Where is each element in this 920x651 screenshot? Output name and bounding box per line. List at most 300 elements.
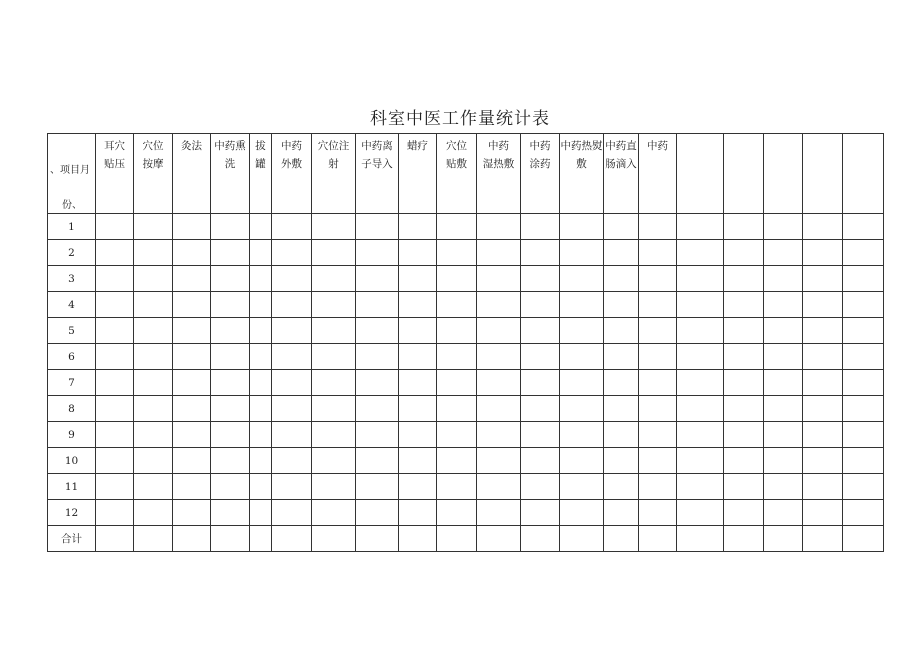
table-cell[interactable]	[724, 266, 764, 292]
table-cell[interactable]	[677, 214, 724, 240]
table-cell[interactable]	[639, 396, 677, 422]
table-cell[interactable]	[604, 422, 639, 448]
table-cell[interactable]	[724, 500, 764, 526]
table-cell[interactable]	[764, 240, 803, 266]
table-cell[interactable]	[521, 396, 560, 422]
table-row	[48, 344, 884, 370]
table-cell[interactable]	[803, 266, 843, 292]
table-cell[interactable]	[272, 214, 312, 240]
table-cell[interactable]	[272, 526, 312, 552]
table-cell[interactable]	[437, 526, 477, 552]
table-cell[interactable]	[356, 500, 399, 526]
table-cell[interactable]	[437, 292, 477, 318]
table-cell[interactable]	[639, 240, 677, 266]
table-cell[interactable]	[173, 318, 211, 344]
table-cell[interactable]	[639, 474, 677, 500]
table-cell[interactable]	[96, 526, 134, 552]
table-cell[interactable]	[843, 240, 884, 266]
table-cell[interactable]	[250, 370, 272, 396]
table-cell[interactable]	[521, 448, 560, 474]
table-cell[interactable]	[560, 500, 604, 526]
corner-header-cell	[48, 134, 96, 214]
table-cell[interactable]	[604, 292, 639, 318]
table-cell[interactable]	[437, 240, 477, 266]
table-cell[interactable]	[764, 344, 803, 370]
table-row	[48, 474, 884, 500]
table-cell[interactable]	[272, 318, 312, 344]
table-cell[interactable]	[96, 448, 134, 474]
table-cell[interactable]	[604, 318, 639, 344]
column-header-label: 中药 湿热敷	[482, 140, 515, 170]
column-header-label: 中药直 肠滴入	[605, 140, 637, 170]
table-cell[interactable]	[437, 370, 477, 396]
table-cell[interactable]	[134, 344, 173, 370]
table-cell[interactable]	[134, 422, 173, 448]
table-cell[interactable]	[560, 240, 604, 266]
table-cell[interactable]	[272, 474, 312, 500]
table-cell[interactable]	[521, 240, 560, 266]
table-cell[interactable]	[173, 448, 211, 474]
table-cell[interactable]	[803, 370, 843, 396]
table-cell[interactable]	[250, 318, 272, 344]
table-cell[interactable]	[764, 318, 803, 344]
table-cell[interactable]	[560, 318, 604, 344]
table-cell[interactable]	[724, 292, 764, 318]
table-cell[interactable]	[437, 474, 477, 500]
table-cell[interactable]	[604, 370, 639, 396]
table-cell[interactable]	[521, 344, 560, 370]
table-cell[interactable]	[477, 448, 521, 474]
table-cell[interactable]	[437, 214, 477, 240]
table-cell[interactable]	[134, 474, 173, 500]
table-cell[interactable]	[96, 240, 134, 266]
table-cell[interactable]	[211, 318, 250, 344]
column-header	[173, 134, 211, 214]
row-label: 1	[48, 214, 96, 240]
table-cell[interactable]	[312, 214, 356, 240]
table-cell[interactable]	[477, 240, 521, 266]
table-cell[interactable]	[399, 474, 437, 500]
table-cell[interactable]	[399, 448, 437, 474]
column-header-label: 中药 外敷	[281, 140, 302, 170]
table-cell[interactable]	[399, 422, 437, 448]
table-cell[interactable]	[843, 448, 884, 474]
column-header-label	[764, 134, 802, 137]
table-cell[interactable]	[272, 396, 312, 422]
table-cell[interactable]	[843, 474, 884, 500]
table-cell[interactable]	[250, 344, 272, 370]
table-cell[interactable]	[803, 448, 843, 474]
table-cell[interactable]	[604, 448, 639, 474]
table-cell[interactable]	[521, 266, 560, 292]
table-cell[interactable]	[521, 422, 560, 448]
table-cell[interactable]	[312, 292, 356, 318]
table-cell[interactable]	[312, 240, 356, 266]
table-cell[interactable]	[399, 318, 437, 344]
table-cell[interactable]	[96, 344, 134, 370]
column-header	[96, 134, 134, 214]
table-cell[interactable]	[356, 474, 399, 500]
row-label: 2	[48, 240, 96, 266]
table-cell[interactable]	[272, 292, 312, 318]
table-cell[interactable]	[134, 214, 173, 240]
table-cell[interactable]	[560, 370, 604, 396]
table-cell[interactable]	[356, 240, 399, 266]
table-cell[interactable]	[560, 448, 604, 474]
table-cell[interactable]	[356, 266, 399, 292]
table-cell[interactable]	[803, 344, 843, 370]
table-cell[interactable]	[312, 526, 356, 552]
table-cell[interactable]	[677, 292, 724, 318]
table-cell[interactable]	[803, 214, 843, 240]
table-cell[interactable]	[677, 240, 724, 266]
table-cell[interactable]	[173, 240, 211, 266]
table-cell[interactable]	[477, 318, 521, 344]
table-row	[48, 292, 884, 318]
table-cell[interactable]	[437, 422, 477, 448]
table-cell[interactable]	[803, 292, 843, 318]
table-cell[interactable]	[399, 526, 437, 552]
table-cell[interactable]	[272, 500, 312, 526]
table-cell[interactable]	[250, 240, 272, 266]
table-cell[interactable]	[803, 526, 843, 552]
table-cell[interactable]	[250, 526, 272, 552]
table-cell[interactable]	[250, 292, 272, 318]
table-cell[interactable]	[521, 500, 560, 526]
table-cell[interactable]	[173, 500, 211, 526]
table-cell[interactable]	[250, 474, 272, 500]
table-cell[interactable]	[312, 448, 356, 474]
table-cell[interactable]	[399, 292, 437, 318]
column-header	[560, 134, 604, 214]
table-cell[interactable]	[677, 500, 724, 526]
table-cell[interactable]	[521, 292, 560, 318]
table-cell[interactable]	[173, 474, 211, 500]
table-cell[interactable]	[96, 422, 134, 448]
table-cell[interactable]	[477, 292, 521, 318]
table-cell[interactable]	[677, 266, 724, 292]
table-cell[interactable]	[560, 474, 604, 500]
table-cell[interactable]	[560, 422, 604, 448]
table-cell[interactable]	[211, 474, 250, 500]
table-cell[interactable]	[356, 318, 399, 344]
table-cell[interactable]	[764, 370, 803, 396]
table-cell[interactable]	[399, 214, 437, 240]
table-cell[interactable]	[724, 370, 764, 396]
table-row	[48, 214, 884, 240]
table-cell[interactable]	[96, 214, 134, 240]
table-cell[interactable]	[764, 266, 803, 292]
table-cell[interactable]	[437, 344, 477, 370]
table-cell[interactable]	[96, 318, 134, 344]
table-cell[interactable]	[134, 526, 173, 552]
table-cell[interactable]	[764, 214, 803, 240]
table-cell[interactable]	[724, 318, 764, 344]
column-header-label: 拔 罐	[255, 140, 266, 170]
table-cell[interactable]	[604, 526, 639, 552]
table-cell[interactable]	[764, 292, 803, 318]
table-cell[interactable]	[250, 214, 272, 240]
table-cell[interactable]	[604, 344, 639, 370]
table-cell[interactable]	[477, 370, 521, 396]
table-cell[interactable]	[477, 422, 521, 448]
table-cell[interactable]	[803, 500, 843, 526]
table-row	[48, 240, 884, 266]
table-cell[interactable]	[764, 500, 803, 526]
table-cell[interactable]	[677, 422, 724, 448]
table-cell[interactable]	[639, 370, 677, 396]
table-row	[48, 266, 884, 292]
table-cell[interactable]	[96, 500, 134, 526]
table-cell[interactable]	[312, 318, 356, 344]
table-cell[interactable]	[211, 396, 250, 422]
table-cell[interactable]	[677, 370, 724, 396]
table-cell[interactable]	[724, 344, 764, 370]
table-cell[interactable]	[211, 266, 250, 292]
table-cell[interactable]	[639, 318, 677, 344]
table-cell[interactable]	[173, 526, 211, 552]
table-cell[interactable]	[803, 474, 843, 500]
column-header-label	[724, 134, 763, 137]
table-cell[interactable]	[312, 500, 356, 526]
table-cell[interactable]	[211, 240, 250, 266]
table-cell[interactable]	[134, 292, 173, 318]
table-cell[interactable]	[639, 214, 677, 240]
table-cell[interactable]	[560, 396, 604, 422]
table-cell[interactable]	[521, 214, 560, 240]
table-cell[interactable]	[560, 214, 604, 240]
table-cell[interactable]	[173, 370, 211, 396]
table-cell[interactable]	[677, 318, 724, 344]
table-cell[interactable]	[724, 396, 764, 422]
table-cell[interactable]	[764, 526, 803, 552]
table-cell[interactable]	[173, 422, 211, 448]
table-cell[interactable]	[211, 370, 250, 396]
table-cell[interactable]	[477, 474, 521, 500]
table-cell[interactable]	[312, 266, 356, 292]
table-cell[interactable]	[356, 214, 399, 240]
row-label: 8	[48, 396, 96, 422]
table-cell[interactable]	[560, 292, 604, 318]
table-cell[interactable]	[356, 448, 399, 474]
table-cell[interactable]	[134, 240, 173, 266]
table-cell[interactable]	[134, 396, 173, 422]
column-header	[764, 134, 803, 214]
column-header-label	[843, 134, 883, 137]
table-cell[interactable]	[843, 318, 884, 344]
table-cell[interactable]	[399, 396, 437, 422]
table-cell[interactable]	[272, 422, 312, 448]
table-cell[interactable]	[173, 266, 211, 292]
table-cell[interactable]	[250, 500, 272, 526]
table-cell[interactable]	[724, 526, 764, 552]
table-cell[interactable]	[477, 266, 521, 292]
table-cell[interactable]	[521, 370, 560, 396]
table-cell[interactable]	[560, 266, 604, 292]
table-cell[interactable]	[639, 526, 677, 552]
table-cell[interactable]	[724, 474, 764, 500]
table-cell[interactable]	[437, 396, 477, 422]
corner-label-line1: 、项目月	[50, 165, 90, 176]
table-cell[interactable]	[356, 422, 399, 448]
table-cell[interactable]	[560, 344, 604, 370]
column-header-label: 灸法	[181, 140, 202, 152]
table-cell[interactable]	[96, 266, 134, 292]
table-cell[interactable]	[211, 448, 250, 474]
row-label: 10	[48, 448, 96, 474]
table-cell[interactable]	[312, 344, 356, 370]
table-cell[interactable]	[803, 396, 843, 422]
table-cell[interactable]	[312, 370, 356, 396]
table-cell[interactable]	[173, 344, 211, 370]
table-cell[interactable]	[211, 344, 250, 370]
table-row	[48, 500, 884, 526]
table-cell[interactable]	[604, 240, 639, 266]
table-cell[interactable]	[250, 448, 272, 474]
table-cell[interactable]	[677, 396, 724, 422]
table-cell[interactable]	[173, 214, 211, 240]
table-cell[interactable]	[521, 526, 560, 552]
table-cell[interactable]	[677, 344, 724, 370]
table-cell[interactable]	[843, 266, 884, 292]
table-cell[interactable]	[843, 500, 884, 526]
table-cell[interactable]	[764, 474, 803, 500]
table-cell[interactable]	[211, 422, 250, 448]
table-cell[interactable]	[437, 266, 477, 292]
table-cell[interactable]	[521, 318, 560, 344]
column-header	[477, 134, 521, 214]
table-cell[interactable]	[477, 526, 521, 552]
table-cell[interactable]	[96, 396, 134, 422]
table-cell[interactable]	[803, 422, 843, 448]
table-cell[interactable]	[604, 214, 639, 240]
table-cell[interactable]	[724, 240, 764, 266]
table-cell[interactable]	[724, 214, 764, 240]
column-header-label: 中药离 子导入	[361, 140, 393, 170]
table-cell[interactable]	[639, 266, 677, 292]
table-cell[interactable]	[477, 344, 521, 370]
table-cell[interactable]	[843, 526, 884, 552]
table-cell[interactable]	[639, 500, 677, 526]
column-header	[724, 134, 764, 214]
table-cell[interactable]	[272, 266, 312, 292]
table-cell[interactable]	[211, 500, 250, 526]
table-cell[interactable]	[356, 396, 399, 422]
table-cell[interactable]	[521, 474, 560, 500]
table-cell[interactable]	[604, 500, 639, 526]
page-title: 科室中医工作量统计表	[370, 109, 550, 129]
table-cell[interactable]	[399, 370, 437, 396]
table-cell[interactable]	[134, 448, 173, 474]
table-cell[interactable]	[604, 474, 639, 500]
table-cell[interactable]	[677, 474, 724, 500]
table-cell[interactable]	[312, 422, 356, 448]
table-cell[interactable]	[803, 240, 843, 266]
table-cell[interactable]	[764, 448, 803, 474]
row-label: 11	[48, 474, 96, 500]
column-header-label: 蜡疗	[407, 140, 428, 152]
table-cell[interactable]	[677, 526, 724, 552]
table-cell[interactable]	[96, 474, 134, 500]
table-cell[interactable]	[312, 396, 356, 422]
table-cell[interactable]	[173, 396, 211, 422]
table-cell[interactable]	[477, 500, 521, 526]
table-cell[interactable]	[843, 292, 884, 318]
column-header	[312, 134, 356, 214]
column-header-label: 穴位注 射	[317, 140, 350, 170]
table-cell[interactable]	[356, 370, 399, 396]
table-cell[interactable]	[843, 370, 884, 396]
table-cell[interactable]	[211, 526, 250, 552]
column-header-label: 耳穴 贴压	[104, 140, 125, 170]
table-cell[interactable]	[96, 292, 134, 318]
table-row	[48, 422, 884, 448]
table-cell[interactable]	[173, 292, 211, 318]
table-cell[interactable]	[134, 500, 173, 526]
table-cell[interactable]	[356, 344, 399, 370]
table-cell[interactable]	[724, 422, 764, 448]
table-cell[interactable]	[399, 266, 437, 292]
table-cell[interactable]	[677, 448, 724, 474]
table-cell[interactable]	[250, 396, 272, 422]
column-header	[639, 134, 677, 214]
table-cell[interactable]	[272, 240, 312, 266]
table-cell[interactable]	[272, 448, 312, 474]
table-cell[interactable]	[134, 266, 173, 292]
table-cell[interactable]	[477, 214, 521, 240]
column-header-label: 穴位 按摩	[142, 140, 164, 170]
table-cell[interactable]	[437, 448, 477, 474]
table-cell[interactable]	[356, 292, 399, 318]
table-cell[interactable]	[272, 370, 312, 396]
table-cell[interactable]	[312, 474, 356, 500]
table-cell[interactable]	[211, 292, 250, 318]
table-cell[interactable]	[399, 344, 437, 370]
table-cell[interactable]	[803, 318, 843, 344]
table-cell[interactable]	[134, 318, 173, 344]
column-header	[677, 134, 724, 214]
header-row	[48, 134, 884, 214]
table-cell[interactable]	[250, 266, 272, 292]
table-cell[interactable]	[639, 344, 677, 370]
table-cell[interactable]	[724, 448, 764, 474]
table-cell[interactable]	[560, 526, 604, 552]
table-cell[interactable]	[604, 396, 639, 422]
table-cell[interactable]	[437, 500, 477, 526]
table-cell[interactable]	[477, 396, 521, 422]
table-cell[interactable]	[764, 396, 803, 422]
table-cell[interactable]	[604, 266, 639, 292]
table-cell[interactable]	[211, 214, 250, 240]
table-cell[interactable]	[134, 370, 173, 396]
table-cell[interactable]	[764, 422, 803, 448]
table-cell[interactable]	[639, 448, 677, 474]
table-cell[interactable]	[843, 422, 884, 448]
table-cell[interactable]	[96, 370, 134, 396]
table-cell[interactable]	[639, 292, 677, 318]
table-cell[interactable]	[843, 396, 884, 422]
table-cell[interactable]	[272, 344, 312, 370]
table-cell[interactable]	[639, 422, 677, 448]
table-cell[interactable]	[437, 318, 477, 344]
table-cell[interactable]	[250, 422, 272, 448]
table-cell[interactable]	[356, 526, 399, 552]
column-header	[272, 134, 312, 214]
table-cell[interactable]	[399, 500, 437, 526]
table-cell[interactable]	[843, 214, 884, 240]
table-cell[interactable]	[843, 344, 884, 370]
table-cell[interactable]	[399, 240, 437, 266]
